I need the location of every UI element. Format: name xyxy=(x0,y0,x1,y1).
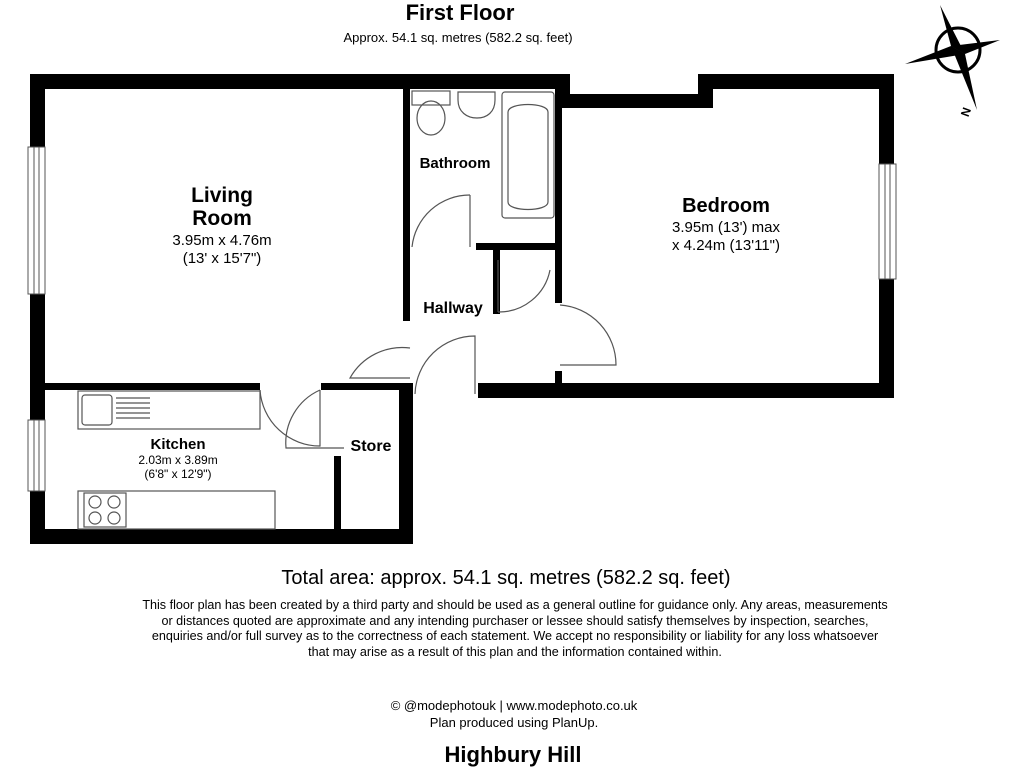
living-room-name-line2: Room xyxy=(192,207,252,230)
kitchen-dims-imperial: (6'8" x 12'9") xyxy=(144,467,212,481)
living-room-dims-metric: 3.95m x 4.76m xyxy=(172,232,272,249)
kitchen-dims-metric: 2.03m x 3.89m xyxy=(138,453,218,467)
bedroom-dims-line1: 3.95m (13') max xyxy=(672,219,780,236)
plan-title: First Floor xyxy=(405,0,515,25)
north-label: N xyxy=(957,105,975,119)
property-name: Highbury Hill xyxy=(444,742,582,767)
bathroom-name: Bathroom xyxy=(419,155,491,172)
disclaimer: This floor plan has been created by a third party and should be used as a general outline for guidance only. Any areas, measurements or distances quoted are approximate and any intending purchaser or lessee should satisfy themselves by inspection, searches, enquiries and/or full survey as to the correctness of each statement. We accept no responsibility or liability for any loss whatsoever that may arise as a result of this plan and the information contained within. xyxy=(142,598,888,659)
credit-line: © @modephotouk | www.modephoto.co.uk xyxy=(390,698,638,713)
bedroom-dims-line2: x 4.24m (13'11") xyxy=(672,237,780,254)
produced-line: Plan produced using PlanUp. xyxy=(429,715,599,730)
hallway-name: Hallway xyxy=(423,300,483,317)
compass-icon xyxy=(905,5,1000,118)
room-labels xyxy=(138,155,780,481)
doors xyxy=(260,195,616,448)
plan-subtitle: Approx. 54.1 sq. metres (582.2 sq. feet) xyxy=(343,30,573,45)
store-name: Store xyxy=(350,438,392,455)
living-room-dims-imperial: (13' x 15'7") xyxy=(182,250,262,267)
living-room-name-line1: Living xyxy=(191,184,253,207)
total-area: Total area: approx. 54.1 sq. metres (582.2 sq. feet) xyxy=(281,567,731,589)
bedroom-name: Bedroom xyxy=(682,195,770,217)
kitchen-name: Kitchen xyxy=(150,436,206,453)
